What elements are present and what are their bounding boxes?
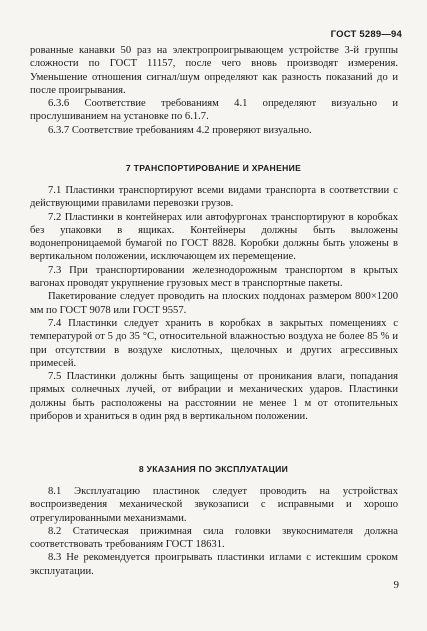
paragraph-6-3-7: 6.3.7 Соответствие требованиям 4.2 проверяют визуально. (48, 124, 312, 136)
paragraph-7-4: 7.4 Пластинки следует хранить в коробках в закрытых помещениях с температурой от 5 до 35 °С, относительной влажностью воздуха не более 85 % и при отсутствии в воздухе кислотных, щелочных и других агрессивных примесей. (30, 317, 398, 369)
paragraph-8-1: 8.1 Эксплуатацию пластинок следует проводить на устройствах воспроизведения механической звукозаписи с исправными и хорошо отрегулированными механизмами. (30, 486, 398, 524)
paragraph-6-3-6: 6.3.6 Соответствие требованиям 4.1 определяют визуально и прослушиванием на установке по 6.1.7. (30, 98, 398, 123)
paragraph-8-2: 8.2 Статическая прижимная сила головки звукоснимателя должна соответствовать требованиям ГОСТ 18631. (30, 525, 398, 551)
paragraph-7-3-pallets: Пакетирование следует проводить на плоских поддонах размером 800×1200 мм по ГОСТ 9078 или ГОСТ 9557. (30, 291, 398, 316)
section-8-title: 8 УКАЗАНИЯ ПО ЭКСПЛУАТАЦИИ (138, 464, 289, 474)
intro-block (30, 44, 398, 137)
standard-code-header: ГОСТ 5289—94 (330, 29, 402, 40)
paragraph-7-5: 7.5 Пластинки должны быть защищены от проникания влаги, попадания прямых солнечных лучей, от вибрации и механических ударов. Пластинки должны быть расположены на расстоянии не менее 1 м от отопительных приборов и храниться в один ряд в вертикальном положении. (30, 371, 398, 423)
paragraph-7-3: 7.3 При транспортировании железнодорожным транспортом в крытых вагонах проводят укрупнение грузовых мест в транспортные пакеты. (30, 264, 398, 290)
paragraph-8-3: 8.3 Не рекомендуется проигрывать пластинки иглами с истекшим сроком эксплуатации. (30, 552, 398, 577)
section-7-body (30, 184, 398, 423)
paragraph-continuation: рованные канавки 50 раз на электропроигрывающем устройстве 3-й группы сложности по ГОСТ 11157, после чего вновь производят измерения. Уменьшение отношения сигнал/шум определяют как разность показаний до и после проигрывания. (30, 45, 398, 96)
page-number: 9 (393, 579, 399, 591)
paragraph-7-1: 7.1 Пластинки транспортируют всеми видами транспорта в соответствии с действующими правилами перевозки грузов. (30, 185, 398, 210)
paragraph-7-2: 7.2 Пластинки в контейнерах или автофургонах транспортируют в коробках без упаковки в ящиках. Контейнеры должны быть выложены водонепроницаемой бумагой по ГОСТ 8828. Коробки должны быть уложены в вертикальном положении, исключающем их перемещение. (30, 211, 398, 263)
section-8-body (30, 485, 398, 578)
section-7-title: 7 ТРАНСПОРТИРОВАНИЕ И ХРАНЕНИЕ (125, 163, 302, 173)
